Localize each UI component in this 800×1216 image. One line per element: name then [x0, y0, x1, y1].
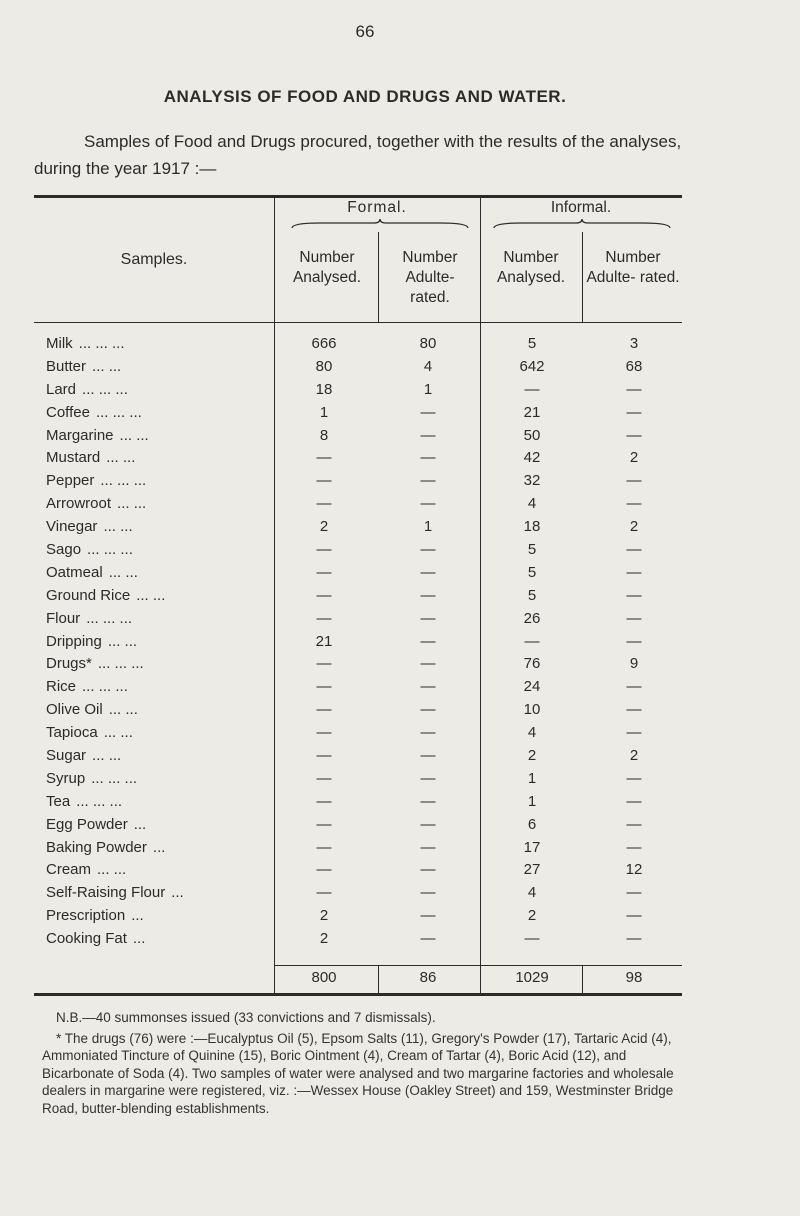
sample-name: Dripping [46, 632, 102, 650]
formal-analysed-cell: — [316, 472, 332, 490]
formal-analysed-cell: — [316, 495, 332, 513]
sample-name-cell [46, 470, 274, 493]
total-informal-adulterated: 98 [625, 969, 643, 986]
informal-adulterated-cell: — [626, 472, 642, 490]
sample-name-cell [46, 425, 274, 448]
informal-adulterated-cell: — [626, 563, 642, 581]
sample-name-cell [46, 493, 274, 516]
intro-paragraph: Samples of Food and Drugs procured, together with the results of the analyses, during the year 1917 :— [34, 132, 682, 178]
dot-leader: ... ... ... [91, 769, 138, 787]
dot-leader: ... ... ... [82, 380, 128, 398]
informal-adulterated-cell: 3 [629, 335, 639, 352]
informal-group-header: Informal. [550, 199, 612, 216]
formal-analysed-cell: 18 [315, 380, 333, 398]
informal-analysed-cell: 10 [523, 701, 541, 719]
dot-leader: ... ... [92, 747, 122, 765]
formal-adulterated-cell: — [420, 678, 436, 696]
formal-analysed-cell: — [316, 724, 332, 742]
table-row [34, 676, 682, 699]
dot-leader: ... ... [117, 495, 147, 513]
footnotes [42, 1009, 682, 1120]
total-informal-analysed: 1029 [515, 969, 549, 986]
formal-analysed-cell: — [316, 769, 332, 787]
informal-adulterated-cell: — [626, 380, 642, 398]
informal-analysed-cell: 5 [527, 586, 537, 604]
informal-analysed-cell: 76 [523, 655, 541, 673]
informal-adulterated-cell: — [626, 403, 642, 421]
informal-adulterated-cell: 9 [629, 655, 639, 673]
informal-adulterated-cell: 68 [625, 357, 643, 375]
sample-name-cell [46, 722, 274, 745]
sample-name-cell [46, 356, 274, 379]
informal-adulterated-cell: — [626, 541, 642, 559]
page-number: 66 [355, 22, 375, 41]
sample-name: Margarine [46, 426, 114, 444]
sample-name-cell [46, 837, 274, 860]
header-bottom-rule [34, 322, 682, 323]
formal-group-header: Formal. [347, 199, 407, 216]
table-row [34, 425, 682, 448]
sample-name-cell [46, 676, 274, 699]
informal-analysed-cell: — [524, 632, 540, 650]
samples-header: Samples. [120, 251, 188, 268]
sample-name: Sago [46, 541, 82, 559]
formal-analysed-cell: — [316, 701, 332, 719]
sample-name-cell [46, 928, 274, 951]
sample-name: Ground Rice [46, 586, 131, 604]
formal-analysed-cell: 2 [319, 930, 329, 948]
formal-analysed-cell: — [316, 815, 332, 833]
sample-name-cell [46, 768, 274, 791]
sample-name: Prescription [46, 907, 126, 925]
formal-number-analysed-header: Number Analysed. [292, 249, 362, 286]
dot-leader: ... ... ... [82, 678, 128, 696]
sample-name: Egg Powder [46, 815, 128, 833]
informal-analysed-cell: — [524, 380, 540, 398]
sample-name: Syrup [46, 769, 86, 787]
dot-leader: ... ... [136, 586, 166, 604]
dot-leader: ... ... ... [78, 335, 125, 352]
sample-name: Flour [46, 609, 81, 627]
formal-adulterated-cell: — [420, 769, 436, 787]
summonses-note: N.B.—40 summonses issued (33 convictions and 7 dismissals). [56, 1010, 436, 1025]
informal-analysed-cell: 26 [523, 609, 541, 627]
informal-analysed-cell: 4 [527, 884, 537, 902]
dot-leader: ... ... [103, 518, 133, 536]
formal-adulterated-cell: — [420, 426, 436, 444]
dot-leader: ... ... ... [97, 655, 144, 673]
formal-analysed-cell: — [316, 655, 332, 673]
informal-analysed-cell: 5 [527, 541, 537, 559]
informal-adulterated-cell: — [626, 609, 642, 627]
informal-analysed-cell: 42 [523, 449, 541, 467]
sample-name-cell [46, 882, 274, 905]
dot-leader: ... ... [106, 449, 136, 467]
formal-analysed-cell: 21 [315, 632, 333, 650]
informal-analysed-cell: 642 [519, 357, 545, 375]
total-formal-analysed: 800 [311, 969, 337, 986]
table-row [34, 768, 682, 791]
formal-analysed-cell: — [316, 747, 332, 765]
formal-adulterated-cell: 80 [419, 335, 437, 352]
informal-analysed-cell: 4 [527, 495, 537, 513]
dot-leader: ... ... [97, 861, 127, 879]
informal-analysed-cell: 5 [527, 563, 537, 581]
formal-analysed-cell: — [316, 861, 332, 879]
dot-leader: ... ... ... [76, 792, 123, 810]
table-row [34, 585, 682, 608]
sample-name-cell [46, 699, 274, 722]
table-row [34, 699, 682, 722]
sample-name: Tapioca [46, 724, 98, 742]
formal-analysed-cell: — [316, 609, 332, 627]
dot-leader: ... ... [103, 724, 133, 742]
informal-analysed-cell: 18 [523, 518, 541, 536]
formal-number-adulterated-header: Number Adulte- rated. [402, 249, 458, 306]
informal-analysed-cell: 50 [523, 426, 541, 444]
page-title: ANALYSIS OF FOOD AND DRUGS AND WATER. [163, 87, 567, 106]
informal-analysed-cell: 5 [527, 335, 537, 352]
formal-adulterated-cell: — [420, 930, 436, 948]
sample-name: Butter [46, 357, 87, 375]
informal-adulterated-cell: — [626, 678, 642, 696]
table-row [34, 859, 682, 882]
dot-leader: ... [133, 815, 147, 833]
informal-number-adulterated-header: Number Adulte- rated. [586, 249, 680, 286]
sample-name: Milk [46, 335, 73, 352]
sample-name-cell [46, 539, 274, 562]
sample-name: Arrowroot [46, 495, 112, 513]
formal-analysed-cell: 80 [315, 357, 333, 375]
sample-name-cell [46, 585, 274, 608]
informal-analysed-cell: 24 [523, 678, 541, 696]
formal-brace [290, 218, 470, 230]
table-row [34, 905, 682, 928]
sample-name: Sugar [46, 747, 87, 765]
sample-name: Tea [46, 792, 71, 810]
dot-leader: ... ... [108, 701, 138, 719]
informal-analysed-cell: 32 [523, 472, 541, 490]
formal-adulterated-cell: 1 [423, 518, 433, 536]
table-row [34, 608, 682, 631]
dot-leader: ... ... ... [86, 609, 133, 627]
formal-adulterated-cell: — [420, 815, 436, 833]
drugs-note: * The drugs (76) were :—Eucalyptus Oil (5), Epsom Salts (11), Gregory's Powder (17), Tartaric Acid (4), Ammoniated Tincture of Quinine (15), Boric Ointment (4), Cream of Tartar (4), Boric Acid (12), and Bicarbonate of Soda (4). Two samples of water were analysed and two margarine factories and wholesale dealers in margarine were registered, viz. :—Wessex House (Oakley Street) and 159, Westminster Bridge Road, butter-blending establishments. [42, 1030, 674, 1116]
table-row [34, 447, 682, 470]
informal-adulterated-cell: — [626, 632, 642, 650]
informal-analysed-cell: 4 [527, 724, 537, 742]
informal-adulterated-cell: — [626, 769, 642, 787]
informal-adulterated-cell: 2 [629, 747, 639, 765]
informal-analysed-cell: 6 [527, 815, 537, 833]
sample-name-cell [46, 333, 274, 356]
sample-name-cell [46, 791, 274, 814]
formal-analysed-cell: — [316, 838, 332, 856]
informal-adulterated-cell: 12 [625, 861, 643, 879]
dot-leader: ... [152, 838, 166, 856]
sample-name-cell [46, 379, 274, 402]
informal-number-analysed-header: Number Analysed. [496, 249, 566, 286]
table-row [34, 653, 682, 676]
informal-adulterated-cell: — [626, 701, 642, 719]
formal-adulterated-cell: — [420, 632, 436, 650]
dot-leader: ... [132, 930, 146, 948]
sample-name-cell [46, 516, 274, 539]
informal-adulterated-cell: — [626, 426, 642, 444]
sample-name-cell [46, 859, 274, 882]
informal-adulterated-cell: — [626, 884, 642, 902]
dot-leader: ... ... ... [95, 403, 142, 421]
formal-adulterated-cell: — [420, 495, 436, 513]
table-row [34, 837, 682, 860]
formal-analysed-cell: 2 [319, 518, 329, 536]
informal-adulterated-cell: — [626, 792, 642, 810]
dot-leader: ... ... ... [87, 541, 133, 559]
informal-brace [492, 218, 672, 230]
sample-name-cell [46, 653, 274, 676]
dot-leader: ... ... [119, 426, 149, 444]
formal-analysed-cell: 2 [319, 907, 329, 925]
formal-analysed-cell: — [316, 449, 332, 467]
sample-name: Olive Oil [46, 701, 103, 719]
formal-analysed-cell: — [316, 678, 332, 696]
formal-analysed-cell: — [316, 884, 332, 902]
formal-adulterated-cell: — [420, 792, 436, 810]
table-row [34, 493, 682, 516]
formal-adulterated-cell: — [420, 884, 436, 902]
sample-name: Drugs* [46, 655, 92, 673]
sample-name: Lard [46, 380, 77, 398]
column-divider [582, 232, 583, 322]
formal-analysed-cell: 8 [319, 426, 329, 444]
sample-name-cell [46, 447, 274, 470]
sample-name: Baking Powder [46, 838, 147, 856]
informal-analysed-cell: 27 [523, 861, 541, 879]
table-row [34, 402, 682, 425]
formal-adulterated-cell: — [420, 472, 436, 490]
dot-leader: ... ... [107, 632, 138, 650]
table-row [34, 516, 682, 539]
informal-adulterated-cell: 2 [629, 518, 639, 536]
informal-adulterated-cell: — [626, 930, 642, 948]
table-row [34, 722, 682, 745]
formal-analysed-cell: — [316, 586, 332, 604]
formal-adulterated-cell: — [420, 609, 436, 627]
sample-name-cell [46, 745, 274, 768]
table-row [34, 928, 682, 951]
informal-analysed-cell: 21 [523, 403, 541, 421]
sample-name-cell [46, 905, 274, 928]
totals-row [34, 966, 682, 990]
sample-name-cell [46, 814, 274, 837]
formal-adulterated-cell: — [420, 586, 436, 604]
total-formal-adulterated: 86 [419, 969, 437, 986]
table-bottom-rule [34, 993, 682, 996]
table-row [34, 539, 682, 562]
informal-adulterated-cell: — [626, 495, 642, 513]
sample-name: Mustard [46, 449, 101, 467]
sample-name: Self-Raising Flour [46, 884, 166, 902]
informal-adulterated-cell: — [626, 907, 642, 925]
sample-name: Oatmeal [46, 563, 103, 581]
dot-leader: ... ... [108, 563, 138, 581]
informal-adulterated-cell: — [626, 838, 642, 856]
table-row [34, 356, 682, 379]
table-row [34, 814, 682, 837]
table-body [34, 333, 682, 951]
sample-name-cell [46, 608, 274, 631]
sample-name: Coffee [46, 403, 90, 421]
formal-analysed-cell: — [316, 792, 332, 810]
informal-adulterated-cell: — [626, 586, 642, 604]
informal-analysed-cell: 2 [527, 747, 537, 765]
informal-analysed-cell: 1 [527, 769, 537, 787]
formal-adulterated-cell: — [420, 861, 436, 879]
sample-name-cell [46, 402, 274, 425]
table-row [34, 562, 682, 585]
informal-analysed-cell: 1 [527, 792, 537, 810]
informal-adulterated-cell: — [626, 815, 642, 833]
sample-name-cell [46, 562, 274, 585]
informal-analysed-cell: 2 [527, 907, 537, 925]
formal-adulterated-cell: 4 [423, 357, 433, 375]
table-row [34, 882, 682, 905]
column-divider [378, 232, 379, 322]
formal-adulterated-cell: — [420, 541, 436, 559]
formal-adulterated-cell: 1 [423, 380, 433, 398]
sample-name: Pepper [46, 472, 95, 490]
sample-name: Cooking Fat [46, 930, 127, 948]
informal-analysed-cell: — [524, 930, 540, 948]
dot-leader: ... [131, 907, 144, 925]
dot-leader: ... ... [92, 357, 122, 375]
dot-leader: ... ... ... [100, 472, 147, 490]
formal-adulterated-cell: — [420, 403, 436, 421]
formal-adulterated-cell: — [420, 747, 436, 765]
formal-adulterated-cell: — [420, 907, 436, 925]
formal-analysed-cell: — [316, 563, 332, 581]
table-row [34, 745, 682, 768]
formal-adulterated-cell: — [420, 724, 436, 742]
sample-name-cell [46, 631, 274, 654]
formal-adulterated-cell: — [420, 655, 436, 673]
sample-name: Cream [46, 861, 92, 879]
table-row [34, 470, 682, 493]
formal-analysed-cell: 1 [319, 403, 329, 421]
sample-name: Rice [46, 678, 77, 696]
informal-adulterated-cell: 2 [629, 449, 639, 467]
sample-name: Vinegar [46, 518, 98, 536]
informal-adulterated-cell: — [626, 724, 642, 742]
table-row [34, 631, 682, 654]
formal-adulterated-cell: — [420, 563, 436, 581]
formal-analysed-cell: 666 [311, 335, 337, 352]
formal-analysed-cell: — [316, 541, 332, 559]
informal-analysed-cell: 17 [523, 838, 541, 856]
formal-adulterated-cell: — [420, 838, 436, 856]
formal-adulterated-cell: — [420, 449, 436, 467]
formal-adulterated-cell: — [420, 701, 436, 719]
dot-leader: ... [171, 884, 184, 902]
table-row [34, 379, 682, 402]
table-row [34, 791, 682, 814]
table-row [34, 333, 682, 356]
